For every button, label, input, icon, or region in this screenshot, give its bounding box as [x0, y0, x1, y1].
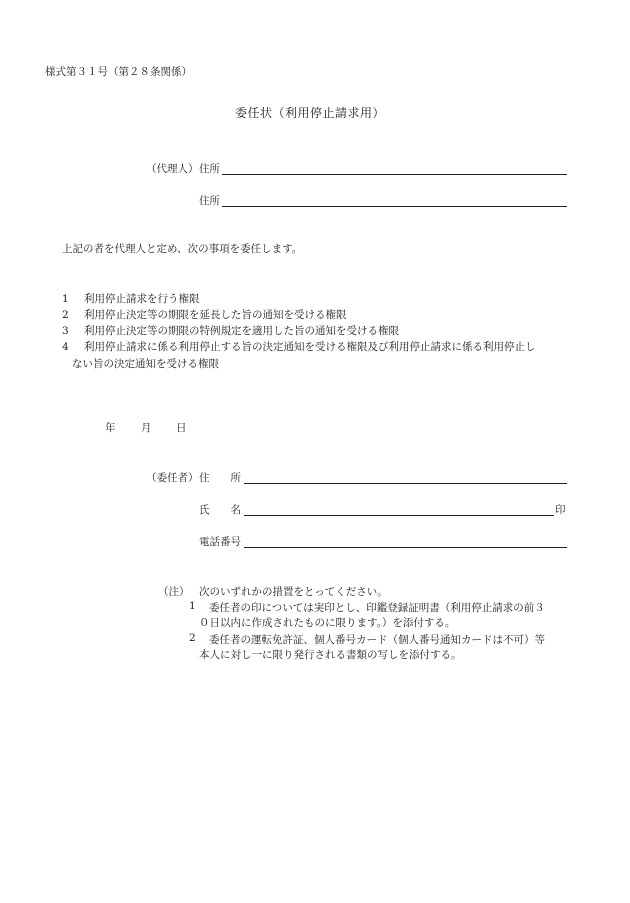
item-number: 4 [62, 341, 69, 353]
agent-label: （代理人） [146, 163, 199, 175]
note-2-line-2: 本人に対し一に限り発行される書類の写しを添付する。 [199, 649, 462, 661]
form-number: 様式第３１号（第２８条関係） [45, 66, 192, 78]
seal-mark: 印 [555, 504, 566, 516]
item-text: 利用停止決定等の期限を延長した旨の通知を受ける権限 [84, 309, 347, 321]
delegated-item-3 [62, 323, 399, 338]
date-month: 月 [141, 422, 152, 434]
delegated-item-1 [62, 291, 200, 306]
principal-label: （委任者） [146, 472, 199, 484]
principal-name-label: 氏 名 [199, 504, 241, 516]
item-text: 利用停止請求を行う権限 [84, 293, 200, 305]
item-number: 2 [62, 309, 69, 321]
agent-address-line-2[interactable] [222, 206, 567, 207]
delegation-statement: 上記の者を代理人と定め、次の事項を委任します。 [62, 243, 303, 255]
principal-name-line[interactable] [244, 515, 554, 516]
delegated-item-2 [62, 307, 347, 322]
note-2-number: 2 [189, 632, 196, 644]
date-year: 年 [105, 422, 116, 434]
note-1-line-2: ０日以内に作成されたものに限ります。）を添付する。 [199, 617, 456, 629]
notes-label: （注） [158, 586, 190, 598]
item-text: 利用停止決定等の期限の特例規定を適用した旨の通知を受ける権限 [84, 325, 399, 337]
agent-address-label-1: 住所 [199, 163, 220, 175]
principal-address-label: 住 所 [199, 472, 241, 484]
document-title: 委任状（利用停止請求用） [235, 106, 386, 120]
note-1-number: 1 [189, 600, 196, 612]
item-number: 1 [62, 293, 69, 305]
note-2-line-1: 委任者の運転免許証、個人番号カード（個人番号通知カードは不可）等 [209, 634, 545, 646]
principal-phone-line[interactable] [244, 547, 567, 548]
principal-address-line[interactable] [244, 483, 567, 484]
delegated-item-4-continuation: ない旨の決定通知を受ける権限 [72, 358, 219, 370]
agent-address-line-1[interactable] [222, 174, 567, 175]
notes-intro: 次のいずれかの措置をとってください。 [199, 586, 388, 598]
item-number: 3 [62, 325, 69, 337]
principal-phone-label: 電話番号 [199, 536, 241, 548]
delegated-item-4 [62, 339, 536, 354]
date-day: 日 [176, 422, 187, 434]
agent-address-label-2: 住所 [199, 195, 220, 207]
note-1-line-1: 委任者の印については実印とし、印鑑登録証明書（利用停止請求の前３ [209, 602, 545, 614]
item-text: 利用停止請求に係る利用停止する旨の決定通知を受ける権限及び利用停止請求に係る利用停止し [84, 341, 536, 353]
